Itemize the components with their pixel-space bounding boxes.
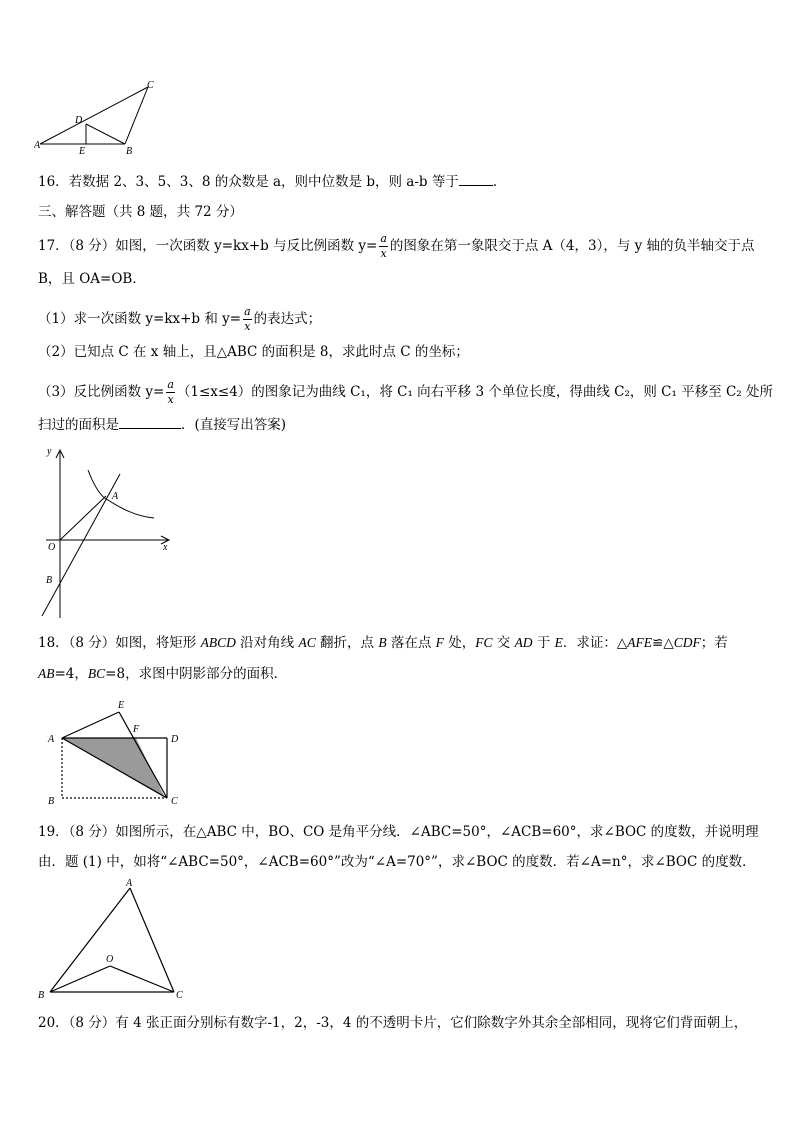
label-A: A (34, 140, 41, 151)
label-C: C (171, 796, 178, 807)
label-D: D (75, 115, 83, 126)
label-C: C (147, 80, 154, 91)
label-D: D (171, 734, 179, 745)
fraction-a-over-x: $\frac{a}{x}$ (167, 378, 174, 406)
label-E: E (118, 700, 125, 711)
question-19-line1: 19．（8 分）如图所示，在△ABC 中，BO、CO 是角平分线．∠ABC=50°，∠ACB=60°，求∠BOC 的度数，并说明理 (38, 824, 759, 840)
question-20-line1: 20．（8 分）有 4 张正面分别标有数字-1，2，-3，4 的不透明卡片，它们除数字外其余全部相同，现将它们背面朝上， (38, 1015, 748, 1031)
label-y: y (47, 446, 52, 457)
label-F: F (133, 724, 140, 735)
label-C: C (176, 990, 183, 1001)
label-B: B (46, 575, 53, 586)
figure-q17-graph (36, 444, 176, 620)
label-O: O (106, 954, 114, 965)
figure-q18-folded-rectangle (40, 692, 190, 812)
question-17-line1: 17．（8 分）如图，一次函数 y=kx+b 与反比例函数 y= $\frac{a}{x}$ 的图象在第一象限交于点 A（4，3），与 y 轴的负半轴交于点 (38, 232, 755, 260)
question-17-part2: （2）已知点 C 在 x 轴上，且△ABC 的面积是 8，求此时点 C 的坐标； (38, 344, 469, 360)
label-O: O (48, 542, 56, 553)
label-B: B (126, 146, 133, 156)
label-E: E (79, 146, 86, 156)
label-x: x (163, 542, 168, 553)
label-A: A (48, 734, 55, 745)
section-heading: 三、解答题（共 8 题，共 72 分） (38, 204, 243, 220)
figure-q15-triangle (34, 78, 164, 156)
fraction-a-over-x: $\frac{a}{x}$ (380, 232, 387, 260)
question-17-part3-cont: 扫过的面积是 ．(直接写出答案) (38, 417, 287, 433)
label-A: A (126, 878, 133, 889)
label-B: B (48, 796, 55, 807)
question-18-line2: AB=4，BC=8，求图中阴影部分的面积． (38, 666, 288, 682)
question-16: 16．若数据 2、3、5、3、8 的众数是 a，则中位数是 b，则 a-b 等于 ． (38, 174, 507, 190)
question-17-line2: B，且 OA=OB． (38, 271, 146, 287)
question-19-line2: 由．题 (1) 中，如将“∠ABC=50°，∠ACB=60°”改为“∠A=70°”，求∠BOC 的度数．若∠A=n°，求∠BOC 的度数． (38, 854, 756, 870)
label-A: A (112, 491, 119, 502)
question-17-part1: （1）求一次函数 y=kx+b 和 y= $\frac{a}{x}$ 的表达式； (38, 305, 322, 333)
figure-q19-triangle (34, 874, 194, 1002)
question-18-line1: 18．（8 分）如图，将矩形 ABCD 沿对角线 AC 翻折，点 B 落在点 F 处，FC 交 AD 于 E．求证：△AFE≌△CDF；若 (38, 635, 728, 651)
label-B: B (38, 990, 45, 1001)
question-17-part3: （3）反比例函数 y= $\frac{a}{x}$ （1≤x≤4）的图象记为曲线 C₁，将 C₁ 向右平移 3 个单位长度，得曲线 C₂，则 C₁ 平移至 C₂ 处所 (38, 378, 774, 406)
fraction-a-over-x: $\frac{a}{x}$ (244, 305, 251, 333)
